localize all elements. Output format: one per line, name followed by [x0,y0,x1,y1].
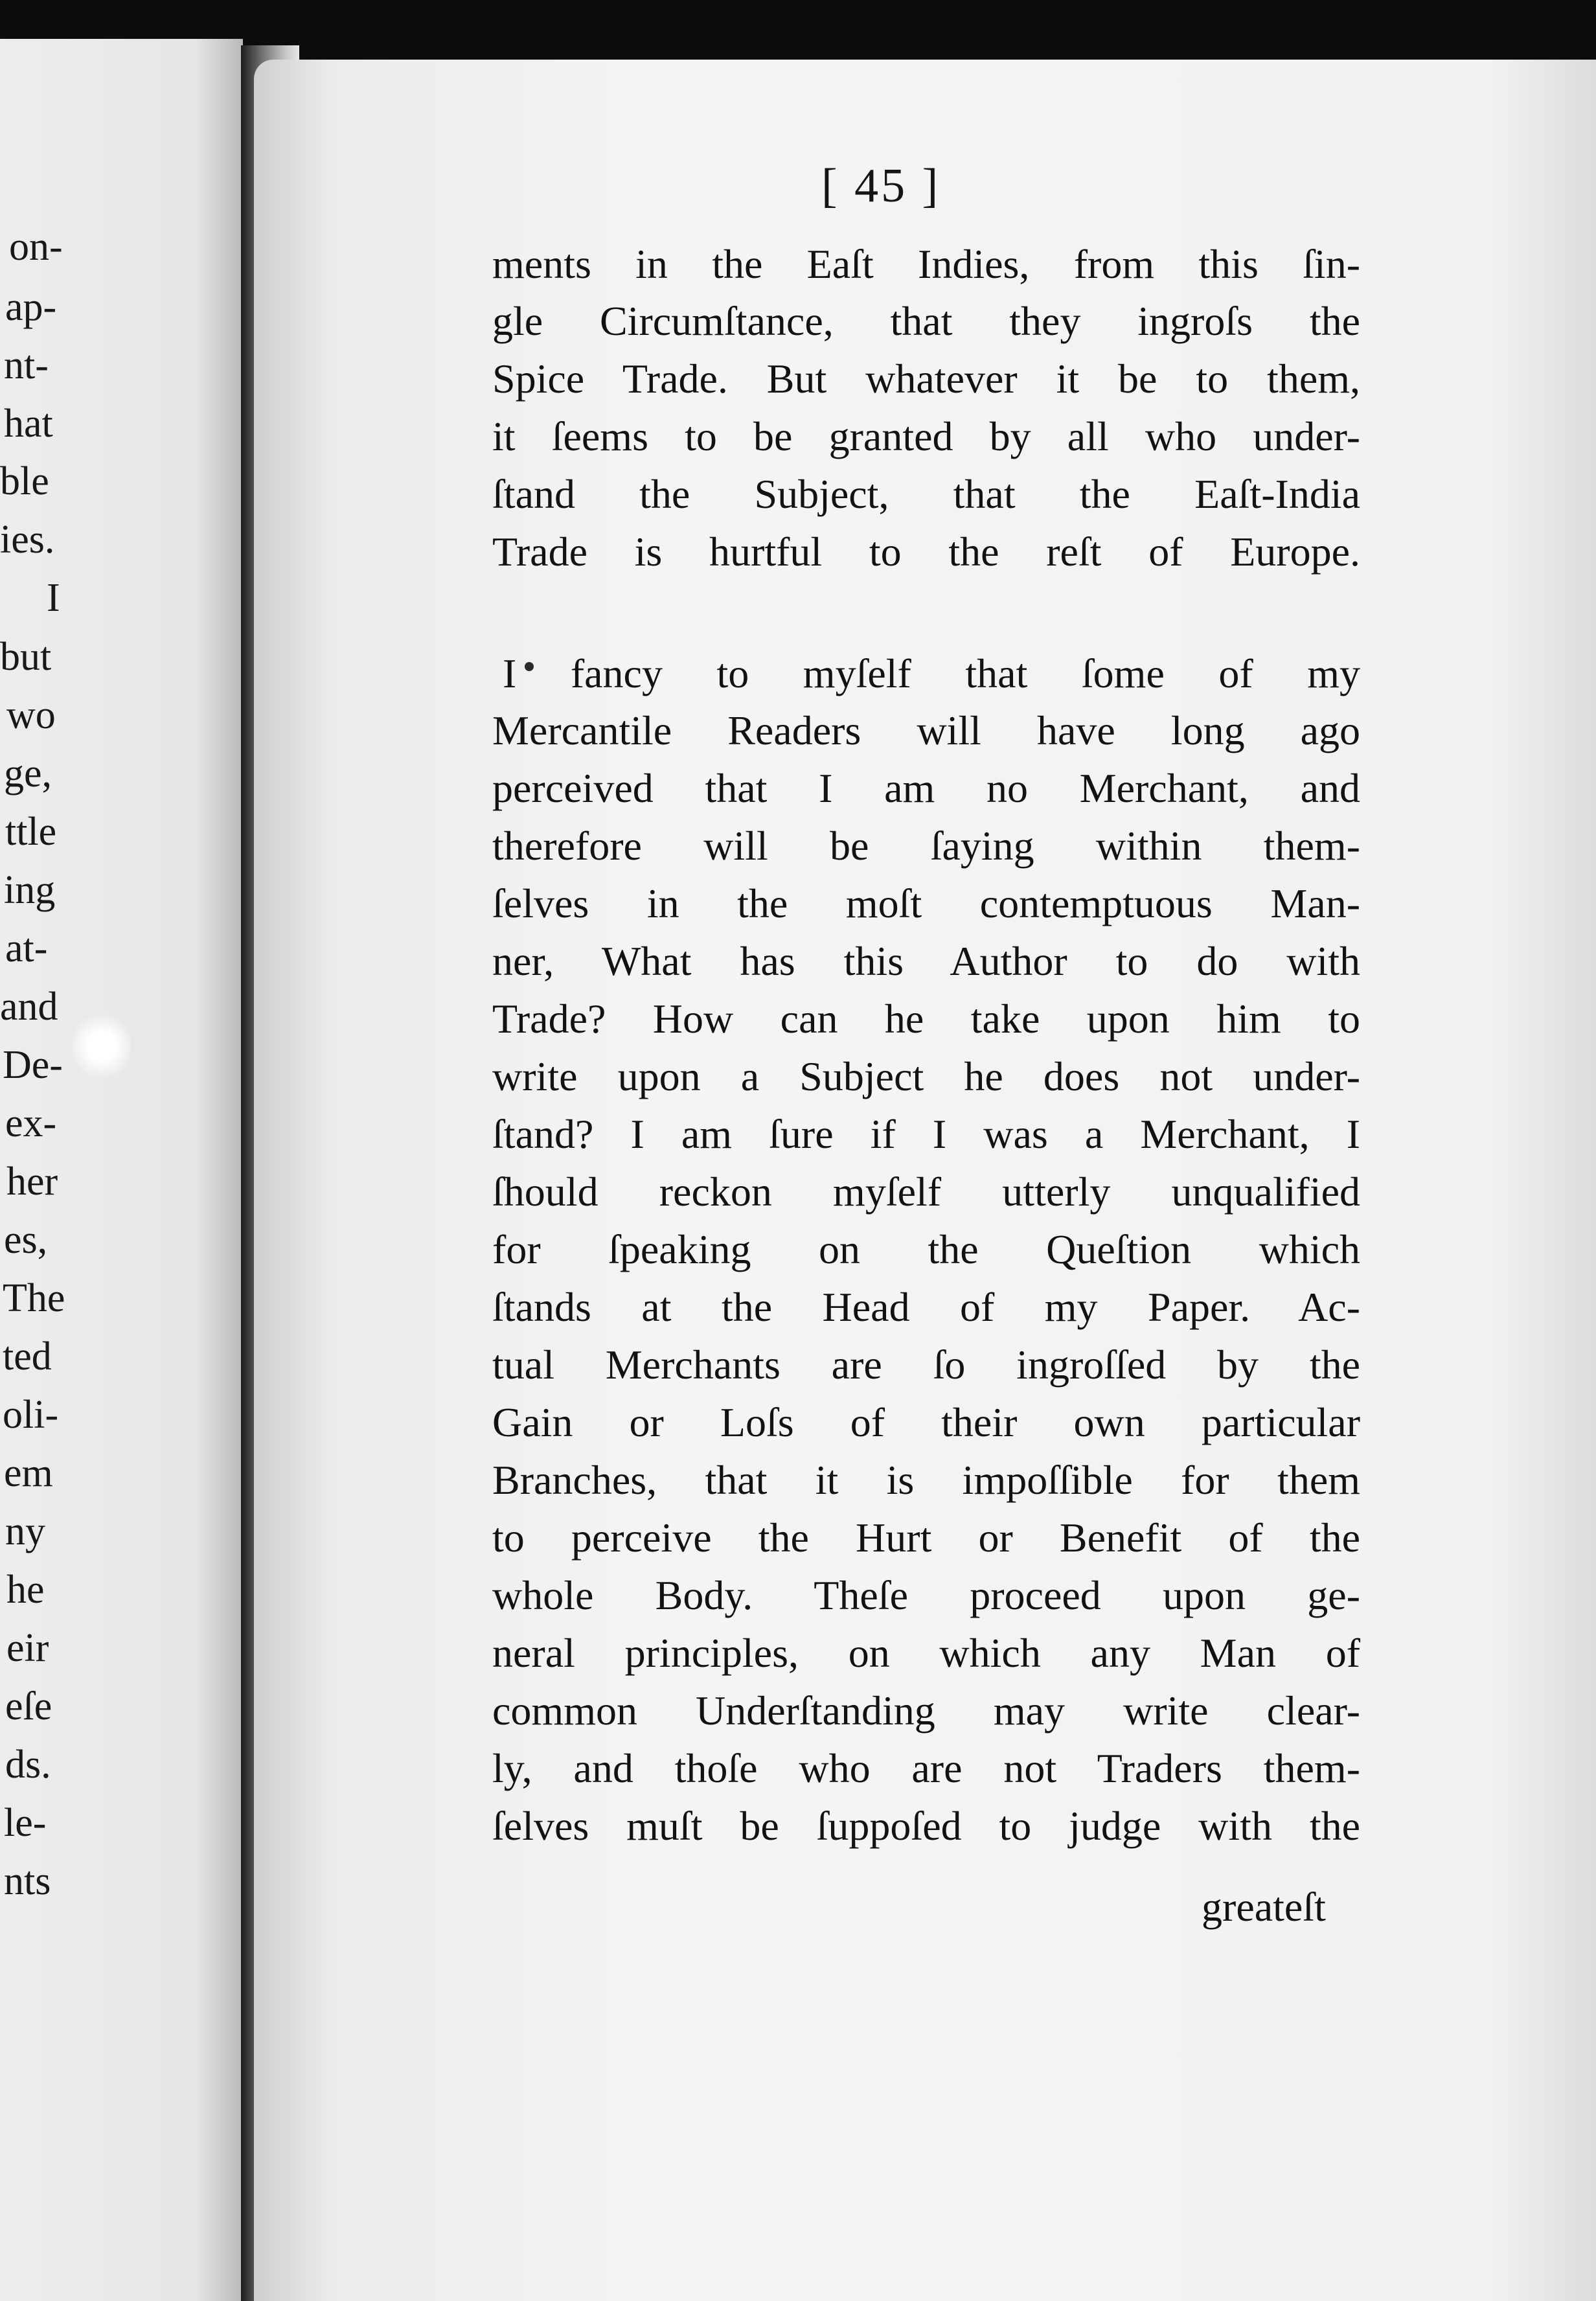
text-line: I fancy to myſelf that ſome of my [503,650,1360,696]
left-page-fragment: on- [9,225,63,269]
text-line: Spice Trade. But whatever it be to them, [492,356,1360,402]
left-page-fragment: nt- [4,343,49,387]
text-line: tual Merchants are ſo ingroſſed by the [492,1342,1360,1388]
text-line: ly, and thoſe who are not Traders them- [492,1745,1360,1791]
text-line: ſelves in the moſt contemptuous Man- [492,880,1360,926]
left-page-fragment: le- [4,1801,47,1845]
text-line: it ſeems to be granted by all who under- [492,413,1360,459]
left-page-fragment: he [6,1568,45,1612]
left-page-fragment: ble [0,459,49,503]
text-line: Branches, that it is impoſſible for them [492,1457,1360,1503]
left-page-fragment: ap- [5,285,57,329]
left-page-fragment: ies. [0,518,55,562]
left-page-fragment: The [3,1276,65,1320]
left-page [0,39,243,2301]
left-page-fragment: oli- [3,1393,59,1437]
text-line: to perceive the Hurt or Benefit of the [492,1515,1360,1561]
left-page-fragment: hat [4,402,53,446]
left-page-fragment: nts [4,1859,51,1903]
left-page-fragment: at- [5,926,48,970]
text-line: ments in the Eaſt Indies, from this ſin- [492,241,1360,287]
text-line: common Underſtanding may write clear- [492,1688,1360,1734]
text-line: ner, What has this Author to do with [492,938,1360,984]
left-page-fragment: eſe [5,1684,52,1728]
left-page-fragment: ge, [4,751,52,796]
catchword: greateſt [1202,1884,1326,1930]
left-page-fragment: and [0,985,58,1029]
text-line: neral principles, on which any Man of [492,1630,1360,1676]
left-page-fragment: em [4,1451,53,1495]
left-page-fragment: ttle [5,810,57,854]
text-line: for ſpeaking on the Queſtion which [492,1226,1360,1272]
left-page-fragment: De- [3,1043,63,1087]
text-line: Trade? How can he take upon him to [492,996,1360,1042]
text-line: therefore will be ſaying within them- [492,823,1360,869]
left-page-fragment: ing [4,868,56,912]
left-page-fragment: eir [6,1626,49,1670]
left-page-fragment: her [6,1160,58,1204]
paper-blemish [73,1011,131,1082]
text-line: gle Circumſtance, that they ingroſs the [492,298,1360,344]
text-line: ſtands at the Head of my Paper. Ac- [492,1284,1360,1330]
text-line: Trade is hurtful to the reſt of Europe. [492,529,1360,575]
text-line: ſelves muſt be ſuppoſed to judge with the [492,1803,1360,1849]
text-line: ſtand the Subject, that the Eaſt-India [492,471,1360,517]
text-line: ſhould reckon myſelf utterly unqualified [492,1169,1360,1215]
left-page-fragment: es, [4,1218,48,1262]
text-line: perceived that I am no Merchant, and [492,765,1360,811]
left-page-fragment: ds. [5,1743,51,1787]
left-page-fragment: ex- [5,1101,57,1145]
left-page-fragment: I [47,576,60,620]
left-page-fragment: wo [6,693,56,737]
left-page-fragment: but [0,635,52,679]
text-line: write upon a Subject he does not under- [492,1053,1360,1099]
left-page-fragment: ny [5,1509,45,1553]
page-number-header: [ 45 ] [821,159,941,212]
text-line: Gain or Loſs of their own particular [492,1399,1360,1445]
text-line: whole Body. Theſe proceed upon ge- [492,1572,1360,1618]
left-page-fragment: ted [3,1334,52,1379]
text-line: Mercantile Readers will have long ago [492,707,1360,753]
text-line: ſtand? I am ſure if I was a Merchant, I [492,1111,1360,1157]
